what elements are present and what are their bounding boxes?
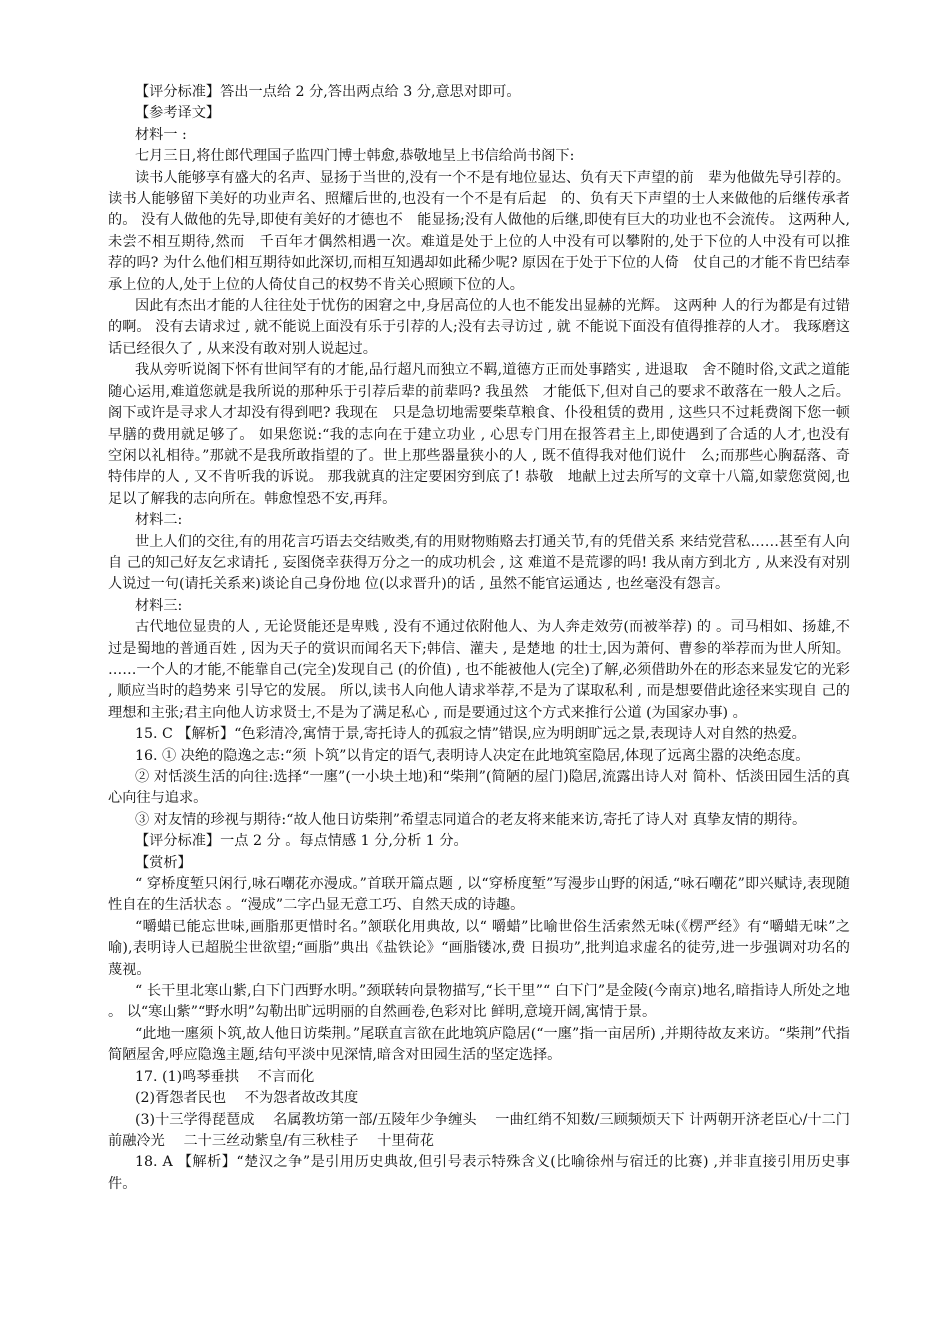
scoring-standard-2: 【评分标准】一点 2 分 。每点情感 1 分,分析 1 分。: [134, 833, 468, 850]
answer-16-point-1: 16. ① 决绝的隐逸之志:“须 卜筑”以肯定的语气,表明诗人决定在此地筑室隐居,体现了远离尘嚣的决绝态度。: [134, 747, 810, 764]
scoring-standard-1: 【评分标准】答出一点给 2 分,答出两点给 3 分,意思对即可。: [134, 84, 521, 100]
answer-16-point-2: ② 对恬淡生活的向往:选择“一廛”(一小块土地)和“柴荆”(简陋的屋门)隐居,流露出诗人对 简朴、恬淡田园生活的真心向往与追求。: [108, 769, 850, 807]
appreciation-heading: 【赏析】: [134, 854, 192, 871]
letter-paragraph-1: 读书人能够享有盛大的名声、显扬于当世的,没有一个不是有地位显达、负有天下声望的前 辈为他做先导引荐的。读书人能够留下美好的功业声名、照耀后世的,也没有一个不是有后起 的、负有天下声望的士人来做他的后继传承者的。 没有人做他的先导,即使有美好的才德也不 能显扬;没有人做他的后继,即使有巨大的功业也不会流传。 这两种人,未尝不相互期待,然而 千百年才偶然相遇一次。难道是处于上位的人中没有可以攀附的,处于下位的人中没有可以推 荐的吗? 为什么他们相互期待如此深切,而相互知遇却如此稀少呢? 原因在于处于下位的人倚 仗自己的才能不肯巴结奉承上位的人,处于上位的人倚仗自己的权势不肯关心照顾下位的人。: [108, 169, 865, 293]
letter-paragraph-3: 我从旁听说阁下怀有世间罕有的才能,品行超凡而独立不羁,道德方正而处事踏实 , 进退取 舍不随时俗,文武之道能随心运用,难道您就是我所说的那种乐于引荐后辈的前辈吗? 我虽然 才能低下,但对自己的要求不敢落在一般人之后。 阁下或许是寻求人才却没有得到吧? 我现在 只是急切地需要柴草粮食、仆役租赁的费用 , 这些只不过耗费阁下您一顿早膳的费用就足够了。 如果您说:“我的志向在于建立功业 , 心思专门用在报答君主上,即使遇到了合适的人才,也没有 空闲以礼相待。”那就不是我所敢指望的了。世上那些器量狭小的人 , 既不值得我对他们说什 么;而那些心胸磊落、奇特伟岸的人 , 又不肯听我的诉说。 那我就真的注定要困穷到底了! 恭敬 地献上过去所写的文章十八篇,如蒙您赏阅,也足以了解我的志向所在。韩愈惶恐不安,再拜。: [108, 362, 865, 507]
answer-document: [108, 82, 865, 1195]
material-2-text: 世上人们的交往,有的用花言巧语去交结败类,有的用财物贿赂去打通关节,有的凭借关系 来结党营私……甚至有人向自 己的知己好友乞求请托 , 妄图侥幸获得万分之一的成功机会 , 这 难道不是荒谬的吗! 我从南方到北方 , 从来没有对别人说过一句(请托关系来)谈论自己身份地 位(以求晋升)的话 , 虽然不能官运通达 , 也丝毫没有怨言。: [108, 533, 850, 593]
appreciation-couplet-3: “ 长干里北寒山紫,白下门西野水明。”颈联转向景物描写,“长干里”“ 白下门”是金陵(今南京)地名,暗指诗人所处之地 。 以“寒山紫”“野水明”勾勒出旷远明丽的自然画卷,色彩对比 鲜明,意境开阔,寓情于景。: [108, 983, 850, 1021]
appreciation-couplet-4: “此地一廛须卜筑,故人他日访柴荆。”尾联直言欲在此地筑庐隐居(“一廛”指一亩居所) ,并期待故友来访。“柴荆”代指简陋屋舍,呼应隐逸主题,结句平淡中见深情,暗含对田园生活的坚定选择。: [108, 1025, 850, 1064]
appreciation-couplet-2: “嚼蜡已能忘世味,画脂那更惜时名。”颔联化用典故, 以“ 嚼蜡”比喻世俗生活索然无味(《楞严经》有“嚼蜡无味”之喻),表明诗人已超脱尘世欲望;“画脂”典出《盐铁论》“画脂镂冰,费 日损功”,批判追求虚名的徒劳,进一步强调对功名的蔑视。: [108, 918, 850, 978]
answer-16-point-3: ③ 对友情的珍视与期待:“故人他日访柴荆”希望志同道合的老友将来能来访,寄托了诗人对 真挚友情的期待。: [134, 811, 807, 828]
answer-18: 18. A 【解析】“楚汉之争”是引用历史典故,但引号表示特殊含义(比喻徐州与宿迁的比赛) ,并非直接引用历史事件。: [108, 1154, 850, 1192]
material-1-heading: 材料一 :: [134, 126, 187, 143]
material-2-heading: 材料二:: [134, 512, 183, 529]
answer-17-1: 17. (1)鸣琴垂拱 不言而化: [134, 1068, 315, 1085]
answer-17-3: (3)十三学得琵琶成 名属教坊第一部/五陵年少争缠头 一曲红绡不知数/三顾频烦天下 计两朝开济老臣心/十二门前融冷光 二十三丝动紫皇/有三秋桂子 十里荷花: [108, 1111, 850, 1149]
letter-opening: 七月三日,将仕郎代理国子监四门博士韩愈,恭敬地呈上书信给尚书阁下:: [134, 148, 575, 165]
answer-17-2: (2)胥怨者民也 不为怨者故改其度: [134, 1090, 359, 1107]
answer-15: 15. C 【解析】“色彩清冷,寓情于景,寄托诗人的孤寂之情”错误,应为明朗旷远之景,表现诗人对自然的热爱。: [134, 726, 806, 743]
translation-heading: 【参考译文】: [134, 105, 221, 122]
appreciation-couplet-1: “ 穿桥度堑只闲行,咏石嘲花亦漫成。”首联开篇点题 , 以“穿桥度堑”写漫步山野的闲适,“咏石嘲花”即兴赋诗,表现随性自在的生活状态 。“漫成”二字凸显无意工巧、自然天成的诗趣。: [108, 876, 850, 914]
letter-paragraph-2: 因此有杰出才能的人往往处于忧伤的困窘之中,身居高位的人也不能发出显赫的光辉。 这两种 人的行为都是有过错的啊。 没有去请求过 , 就不能说上面没有乐于引荐的人;没有去寻访过 , 就 不能说下面没有值得推荐的人才。 我琢磨这话已经很久了 , 从来没有敢对别人说起过。: [108, 298, 850, 357]
material-3-heading: 材料三:: [134, 597, 183, 614]
material-3-text: 古代地位显贵的人 , 无论贤能还是卑贱 , 没有不通过依附他人、为人奔走效劳(而被举荐) 的 。司马相如、扬雄,不过是蜀地的普通百姓 , 因为天子的赏识而闻名天下;韩信、灌夫 , 是楚地 的壮士,因为萧何、曹参的举荐而为世人所知。 ……一个人的才能,不能靠自己(完全)发现自己 (的价值) , 也不能被他人(完全)了解,必须借助外在的形态来显发它的光彩 , 顺应当时的趋势来 引导它的发展。 所以,读书人向他人请求举荐,不是为了谋取私利 , 而是想要借此途径来实现自 己的理想和主张;君主向他人访求贤士,不是为了满足私心 , 而是要通过这个方式来推行公道 (为国家办事) 。: [108, 619, 850, 721]
